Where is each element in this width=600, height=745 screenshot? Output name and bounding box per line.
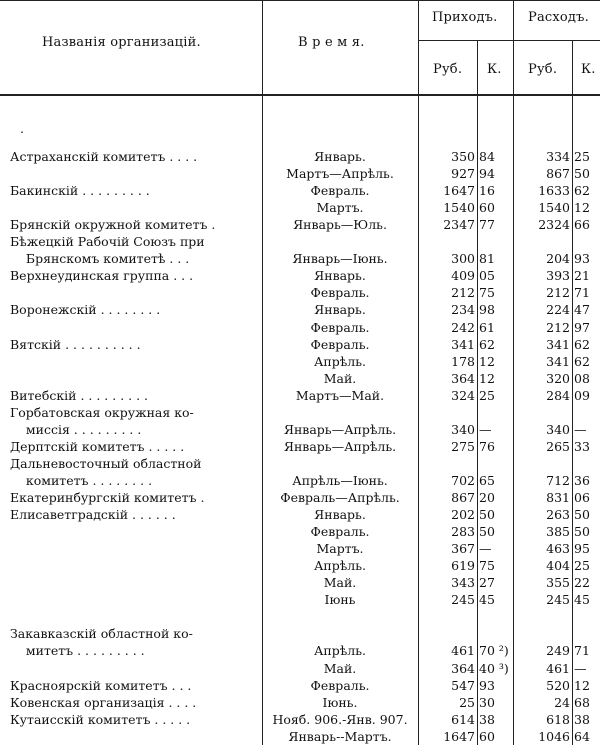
expense-kopecks: 09: [574, 387, 590, 403]
income-kopecks: 60: [479, 728, 495, 744]
expense-rubles: 393: [546, 268, 570, 284]
income-rubles: 614: [451, 711, 475, 727]
expense-rubles: 520: [546, 677, 570, 693]
expense-kopecks: 45: [574, 592, 590, 608]
expense-kopecks: 64: [574, 728, 590, 744]
period: Мартъ—Апрѣль.: [286, 166, 394, 182]
income-kopecks: 93: [479, 677, 495, 693]
expense-kopecks: 93: [574, 251, 590, 267]
income-kopecks: 98: [479, 302, 495, 318]
income-rubles: 364: [451, 660, 475, 676]
expense-rubles: 2324: [538, 217, 570, 233]
period: Февраль.: [310, 183, 370, 199]
expense-kopecks: 22: [574, 575, 590, 591]
income-rubles: 212: [451, 285, 475, 301]
expense-rubles: 212: [546, 285, 570, 301]
expense-rubles: 461: [546, 660, 570, 676]
period: Апрѣль.: [313, 353, 367, 369]
income-kopecks: 60: [479, 200, 495, 216]
expense-rubles: 355: [546, 575, 570, 591]
expense-rubles: 341: [546, 336, 570, 352]
expense-rubles: 24: [554, 694, 570, 710]
income-kopecks: 50: [479, 524, 495, 540]
income-kopecks: 05: [479, 268, 495, 284]
header-income-kop: К.: [487, 62, 502, 77]
income-kopecks: 27: [479, 575, 495, 591]
period: Мартъ—Май.: [295, 387, 385, 403]
income-rubles: 1647: [443, 728, 475, 744]
period: Февраль.: [310, 319, 370, 335]
period: Мартъ.: [316, 200, 364, 216]
income-rubles: 341: [451, 336, 475, 352]
expense-kopecks: 38: [574, 711, 590, 727]
expense-rubles: 1540: [538, 200, 570, 216]
expense-rubles: 204: [546, 251, 570, 267]
income-kopecks: 62: [479, 336, 495, 352]
income-kopecks: 30: [479, 694, 495, 710]
income-rubles: 461: [451, 643, 475, 659]
expense-kopecks: 12: [574, 200, 590, 216]
org-name: Закавказскій областной ко-: [10, 626, 193, 642]
income-rubles: 275: [451, 438, 475, 454]
income-rubles: 367: [451, 541, 475, 557]
expense-rubles: 263: [546, 507, 570, 523]
period: Февраль.: [310, 524, 370, 540]
period: Февраль.: [310, 336, 370, 352]
period: Январь.: [314, 268, 366, 284]
period: Январь.: [314, 507, 366, 523]
org-name: комитетъ . . . . . . . .: [10, 472, 153, 488]
expense-kopecks: —: [574, 421, 587, 437]
expense-rubles: 385: [546, 524, 570, 540]
period: Февраль.: [310, 285, 370, 301]
expense-rubles: 224: [546, 302, 570, 318]
income-rubles: 245: [451, 592, 475, 608]
period: Іюнь: [324, 592, 356, 608]
header-expense: Расходъ.: [528, 10, 589, 25]
income-rubles: 1540: [443, 200, 475, 216]
expense-kopecks: 36: [574, 472, 590, 488]
income-rubles: 867: [451, 490, 475, 505]
header-expense-kop: К.: [581, 62, 596, 77]
expense-kopecks: 71: [574, 285, 590, 301]
header-income-rub: Руб.: [433, 62, 463, 77]
expense-kopecks: 25: [574, 558, 590, 574]
period: Январь.: [314, 302, 366, 318]
header-income: Приходъ.: [432, 10, 498, 25]
income-rubles: 702: [451, 472, 475, 488]
header-expense-rub: Руб.: [528, 62, 558, 77]
expense-kopecks: 21: [574, 268, 590, 284]
header-time: В р е м я.: [298, 35, 365, 50]
income-kopecks: 20: [479, 490, 495, 505]
org-name: миссія . . . . . . . . .: [10, 421, 142, 437]
period: Январь—Апрѣль.: [283, 438, 397, 454]
period: Іюнь.: [322, 694, 358, 710]
expense-rubles: 340: [546, 421, 570, 437]
expense-rubles: 245: [546, 592, 570, 608]
org-name: Красноярскій комитетъ . . .: [10, 677, 192, 693]
period: Май.: [323, 660, 357, 676]
income-rubles: 1647: [443, 183, 475, 199]
expense-kopecks: —: [574, 660, 587, 676]
period: Февраль.: [310, 677, 370, 693]
org-name: Астраханскій комитетъ . . . .: [10, 149, 198, 164]
income-rubles: 283: [451, 524, 475, 540]
expense-kopecks: 33: [574, 438, 590, 454]
period: Январь—Апрѣль.: [283, 421, 397, 437]
income-kopecks: 50: [479, 507, 495, 523]
income-rubles: 619: [451, 558, 475, 574]
top-rule: [0, 0, 600, 1]
org-name: Бакинскій . . . . . . . . .: [10, 183, 150, 199]
expense-rubles: 341: [546, 353, 570, 369]
org-name: Елисаветградскій . . . . . .: [10, 507, 176, 523]
expense-kopecks: 71: [574, 643, 590, 659]
income-rubles: 340: [451, 421, 475, 437]
expense-rubles: 1046: [538, 728, 570, 744]
income-kopecks: 40 ³): [479, 660, 509, 676]
expense-rubles: 618: [546, 711, 570, 727]
expense-rubles: 712: [546, 472, 570, 488]
expense-kopecks: 97: [574, 319, 590, 335]
income-kopecks: 70 ²): [479, 643, 509, 659]
expense-kopecks: 62: [574, 183, 590, 199]
period: Январь—Іюнь.: [292, 251, 388, 267]
expense-kopecks: 66: [574, 217, 590, 233]
expense-kopecks: 62: [574, 353, 590, 369]
income-kopecks: 12: [479, 370, 495, 386]
expense-rubles: 265: [546, 438, 570, 454]
income-rubles: 343: [451, 575, 475, 591]
expense-rubles: 463: [546, 541, 570, 557]
income-rubles: 202: [451, 507, 475, 523]
income-kopecks: 16: [479, 183, 495, 199]
period: Май.: [323, 575, 357, 591]
expense-rubles: 334: [546, 149, 570, 164]
income-rubles: 25: [459, 694, 475, 710]
income-rubles: 178: [451, 353, 475, 369]
expense-kopecks: 08: [574, 370, 590, 386]
expense-kopecks: 50: [574, 166, 590, 182]
income-rubles: 547: [451, 677, 475, 693]
income-kopecks: 75: [479, 558, 495, 574]
income-rubles: 364: [451, 370, 475, 386]
period: Январь--Мартъ.: [288, 728, 392, 744]
income-kopecks: —: [479, 421, 492, 437]
income-kopecks: 45: [479, 592, 495, 608]
org-name: Верхнеудинская группа . . .: [10, 268, 194, 284]
period: Январь.: [314, 149, 366, 164]
income-rubles: 234: [451, 302, 475, 318]
org-name: Бѣжецкій Рабочій Союзъ при: [10, 234, 205, 250]
income-rubles: 242: [451, 319, 475, 335]
period: Нояб. 906.-Янв. 907.: [272, 711, 408, 727]
income-kopecks: 38: [479, 711, 495, 727]
org-name: Кутаисскій комитетъ . . . . .: [10, 711, 191, 727]
period: Апрѣль.: [313, 558, 367, 574]
income-kopecks: 77: [479, 217, 495, 233]
org-name: Дальневосточный областной: [10, 455, 202, 471]
org-name: Брянскомъ комитетѣ . . .: [10, 251, 190, 267]
expense-rubles: 867: [546, 166, 570, 182]
expense-kopecks: 95: [574, 541, 590, 557]
income-kopecks: 76: [479, 438, 495, 454]
period: Апрѣль—Іюнь.: [292, 472, 388, 488]
period: Май.: [323, 370, 357, 386]
header-org-name: Названія организацій.: [42, 35, 201, 50]
org-name: Горбатовская окружная ко-: [10, 404, 194, 420]
expense-rubles: 831: [546, 490, 570, 505]
expense-kopecks: 47: [574, 302, 590, 318]
org-name: Вятскій . . . . . . . . . .: [10, 336, 141, 352]
section-marker: .: [20, 121, 24, 136]
income-kopecks: 65: [479, 472, 495, 488]
income-rubles: 350: [451, 149, 475, 164]
org-name: Воронежскій . . . . . . . .: [10, 302, 161, 318]
period: Февраль—Апрѣль.: [280, 490, 400, 505]
expense-rubles: 284: [546, 387, 570, 403]
income-rubles: 324: [451, 387, 475, 403]
income-rubles: 300: [451, 251, 475, 267]
expense-kopecks: 50: [574, 524, 590, 540]
expense-kopecks: 50: [574, 507, 590, 523]
org-name: митетъ . . . . . . . . .: [10, 643, 145, 659]
income-kopecks: 12: [479, 353, 495, 369]
period: Мартъ.: [316, 541, 364, 557]
org-name: Витебскій . . . . . . . . .: [10, 387, 149, 403]
income-rubles: 2347: [443, 217, 475, 233]
expense-kopecks: 06: [574, 490, 590, 505]
expense-rubles: 404: [546, 558, 570, 574]
expense-rubles: 1633: [538, 183, 570, 199]
income-kopecks: 81: [479, 251, 495, 267]
org-name: Екатеринбургскій комитетъ .: [10, 490, 205, 505]
period: Январь—Юль.: [293, 217, 387, 233]
income-kopecks: 94: [479, 166, 495, 182]
org-name: Дерптскій комитетъ . . . . .: [10, 438, 185, 454]
income-kopecks: —: [479, 541, 492, 557]
org-name: Ковенская организація . . . .: [10, 694, 197, 710]
expense-rubles: 212: [546, 319, 570, 335]
expense-kopecks: 12: [574, 677, 590, 693]
expense-rubles: 320: [546, 370, 570, 386]
income-kopecks: 84: [479, 149, 495, 164]
income-kopecks: 61: [479, 319, 495, 335]
expense-kopecks: 25: [574, 149, 590, 164]
expense-kopecks: 68: [574, 694, 590, 710]
period: Апрѣль.: [313, 643, 367, 659]
income-kopecks: 75: [479, 285, 495, 301]
header-bottom-rule: [0, 94, 600, 96]
income-kopecks: 25: [479, 387, 495, 403]
income-rubles: 927: [451, 166, 475, 182]
expense-kopecks: 62: [574, 336, 590, 352]
org-name: Брянскій окружной комитетъ .: [10, 217, 216, 233]
income-rubles: 409: [451, 268, 475, 284]
expense-rubles: 249: [546, 643, 570, 659]
